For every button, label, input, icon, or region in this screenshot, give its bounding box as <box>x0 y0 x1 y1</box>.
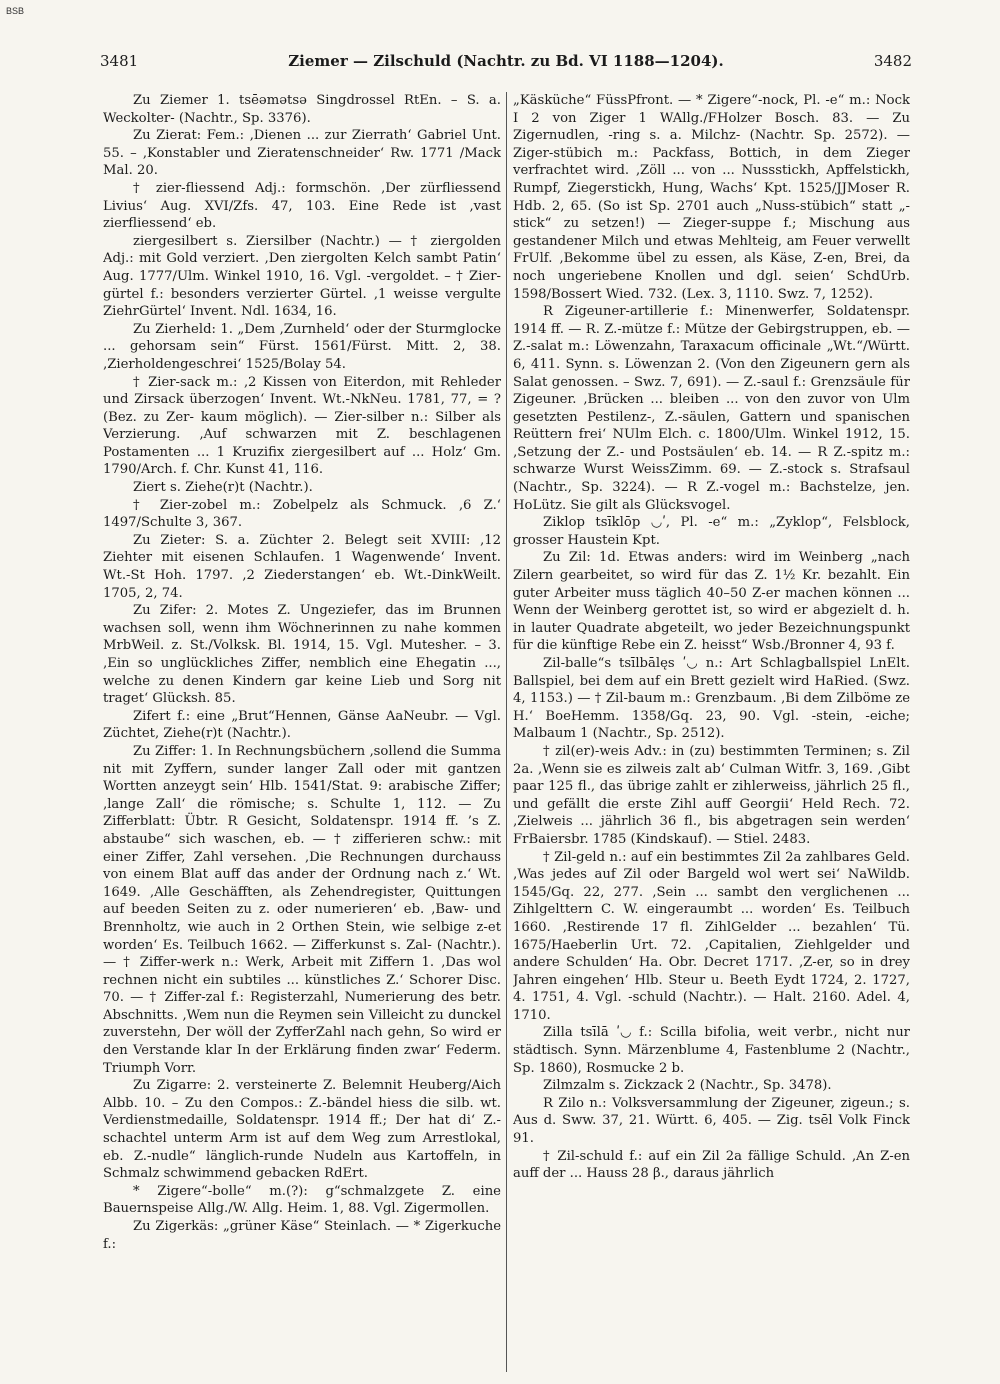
entry: Zu Zierheld: 1. „Dem ‚Zurnheld‘ oder der Sturmglocke ... gehorsam sein“ Fürst. 1561/Fürst. Mitt. 2, 38. ‚Zierholdengeschrei‘ 1525/Bolay 54. <box>103 321 501 372</box>
entry: Zu Zil: 1d. Etwas anders: wird im Weinberg „nach Zilern gearbeitet, so wird für das Z. 1½ Kr. bezahlt. Ein guter Arbeiter muss täglich 40–50 Z-er machen können ... Wenn der Weinberg gerottet ist, so wird er abgezielt d. h. in lauter Quadrate abgeteilt, wo jeder Bezeichnungspunkt für die künftige Rebe ein Z. heisst“ Wsb./Bronner 4, 93 f. <box>513 550 910 654</box>
entry: Zu Ziffer: 1. In Rechnungsbüchern ‚sollend die Summa nit mit Zyffern, sunder langer Zall oder mit gantzen Wortten anzeygt sein‘ Hlb. 1541/Stat. 9: arabische Ziffer; ‚lange Zall‘ die römische; s. Schulte 1, 112. — Zu Zifferblatt: Übtr. R Gesicht, Soldatenspr. 1914 ff. ’s Z. abstaube“ sich waschen, eb. — † zifferieren schw.: mit einer Ziffer, Zahl versehen. ‚Die Rechnungen durchauss von einem Blat auff das ander der Ordnung nach z.‘ Wt. 1649. ‚Alle Geschäfften, als Zehendregister, Quittungen auf beeden Seiten zu z. oder numerieren‘ eb. ‚Baw- und Brennholtz, wie auch in 2 Orthen Stein, wie selbige z-et worden‘ Es. Teilbuch 1662. — Zifferkunst s. Zal- (Nachtr.). — † Ziffer-werk n.: Werk, Arbeit mit Ziffern 1. ‚Das wol rechnen nicht ein subtiles ... künstliches Z.‘ Schorer Disc. 70. — † Ziffer-zal f.: Registerzahl, Numerierung des betr. Abschnitts. ‚Wem nun die Reymen sein Villeicht zu dunckel zuverstehn, Der wöll der ZyfferZahl nach gehn, So wird er den Verstande klar In der Erklärung finden zwar‘ Federm. Triumph Vorr. <box>103 743 501 1076</box>
running-title: Ziemer — Zilschuld (Nachtr. zu Bd. VI 1188—1204). <box>288 52 724 70</box>
entry: * Zigere“-bolle“ m.(?): g“schmalzgete Z. eine Bauernspeise Allg./W. Allg. Heim. 1, 88. Vgl. Zigermollen. <box>103 1183 501 1217</box>
entry: † Zier-zobel m.: Zobelpelz als Schmuck. ‚6 Z.‘ 1497/Schulte 3, 367. <box>103 497 501 531</box>
entry: „Käsküche“ FüssPfront. — * Zigere“-nock, Pl. -e“ m.: Nock I 2 von Ziger 1 WAllg./FHolzer Bosch. 83. — Zu Zigernudlen, -ring s. a. Milchz- (Nachtr. Sp. 2572). — Ziger-stübich m.: Packfass, Bottich, in dem Zieger verfrachtet wird. ‚Zöll ... von ... Nussstickh, Apffelstickh, Rumpf, Ziegerstickh, Hung, Wachs‘ Kpt. 1525/JJMoser R. Hdb. 2, 65. (So ist Sp. 2701 auch „Nuss-stübich“ statt „-stick“ zu setzen!) — Zieger-suppe f.; Mischung aus gestandener Milch und etwas Mehlteig, am Feuer verwellt FrUlf. ‚Bekomme übel zu essen, als Käse, Z-en, Brei, da noch ungeriebene Knollen und dgl. seien‘ SchdUrb. 1598/Bossert Wied. 732. (Lex. 3, 1110. Swz. 7, 1252). <box>513 93 910 302</box>
entry: R Zilo n.: Volksversammlung der Zigeuner, zigeun.; s. Aus d. Sww. 37, 21. Württ. 6, 405. — Zig. tsēl Volk Finck 91. <box>513 1095 910 1147</box>
entry: Ziklop tsīklōp ◡ʹ, Pl. -e“ m.: „Zyklop“, Felsblock, grosser Haustein Kpt. <box>513 515 910 548</box>
column-number-right: 3482 <box>873 52 912 70</box>
entry: Zu Ziemer 1. tsēəmətsə Singdrossel RtEn. – S. a. Weckolter- (Nachtr., Sp. 3376). <box>103 93 501 126</box>
entry: Zu Zifer: 2. Motes Z. Ungeziefer, das im Brunnen wachsen soll, wenn ihm Wöchnerinnen zu nahe kommen MrbWeil. z. St./Volksk. Bl. 1914, 15. Vgl. Mutesher. – 3. ‚Ein so unglückliches Ziffer, nemblich eine Ehegatin ..., welche zu denen Kindern gar keine Lieb und Sorg nit traget‘ Glücksh. 85. <box>103 603 501 707</box>
entry: † Zil-geld n.: auf ein bestimmtes Zil 2a zahlbares Geld. ‚Was jedes auf Zil oder Bargeld wol wert sei‘ NaWildb. 1545/Gq. 22, 277. ‚Sein ... sambt den verglichenen ... Zihlgelttern C. W. eingeraumbt ... worden‘ Es. Teilbuch 1660. ‚Restirende 17 fl. ZihlGelder ... bezahlen‘ Tü. 1675/Haeberlin Urt. 72. ‚Capitalien, Ziehlgelder und andere Schulden‘ Ha. Obr. Decret 1717. ‚Z-er, so in drey Jahren eingehen‘ Hlb. Steur u. Beeth Eydt 1724, 2. 1727, 4. 1751, 4. Vgl. -schuld (Nachtr.). — Halt. 2160. Adel. 4, 1710. <box>513 849 910 1023</box>
entry: Zu Zigarre: 2. versteinerte Z. Belemnit Heuberg/Aich Albb. 10. – Zu den Compos.: Z.-bändel hiess die silb. wt. Verdienstmedaille, Soldatenspr. 1914 ff.; Der hat di‘ Z.-schachtel unterm Arm ist auf dem Weg zum Arrestlokal, eb. Z.-nudle“ länglich-runde Nudeln aus Kartoffeln, in Schmalz schwimmend gebacken RdErt. <box>103 1078 501 1182</box>
entry: Zilla tsīlā ʹ◡ f.: Scilla bifolia, weit verbr., nicht nur städtisch. Synn. Märzenblume 4, Fastenblume 2 (Nachtr., Sp. 1860), Rosmucke 2 b. <box>513 1025 910 1076</box>
entry: † Zil-schuld f.: auf ein Zil 2a fällige Schuld. ‚An Z-en auff der ... Hauss 28 β., daraus jährlich <box>513 1148 910 1182</box>
entry: † zier-fliessend Adj.: formschön. ‚Der zürfliessend Livius‘ Aug. XVI/Zfs. 47, 103. Eine Rede ist ‚vast zierfliessend‘ eb. <box>103 180 501 232</box>
left-column <box>103 92 501 1372</box>
entry: Zu Zieter: S. a. Züchter 2. Belegt seit XVIII: ‚12 Ziehter mit eisenen Schlaufen. 1 Wagenwende‘ Invent. Wt.-St Hoh. 1797. ‚2 Ziederstangen‘ eb. Wt.-DinkWeilt. 1705, 2, 74. <box>103 532 501 601</box>
entry: † zil(er)-weis Adv.: in (zu) bestimmten Terminen; s. Zil 2a. ‚Wenn sie es zilweis zalt ab‘ Culman Witfr. 3, 169. ‚Gibt paar 125 fl., das übrige zahlt er zihlerweiss, jährlich 25 fl., und gefällt die erste Zihl auff Georgii‘ Held Rech. 72. ‚Zielweis ... jährlich 36 fl., bis abgetragen sein werden‘ FrBaiersbr. 1785 (Kindskauf). — Stiel. 2483. <box>513 743 910 847</box>
page-header <box>100 52 912 76</box>
entry: Zifert f.: eine „Brut“Hennen, Gänse AaNeubr. — Vgl. Züchtet, Ziehe(r)t (Nachtr.). <box>103 708 501 742</box>
entry: ziergesilbert s. Ziersilber (Nachtr.) — † ziergolden Adj.: mit Gold verziert. ‚Den ziergolten Kelch sambt Patin‘ Aug. 1777/Ulm. Winkel 1910, 16. Vgl. -vergoldet. – † Zier-gürtel f.: besonders verzierter Gürtel. ‚1 weisse vergulte ZiehrGürtel‘ Invent. Ndl. 1634, 16. <box>103 233 501 320</box>
column-divider <box>506 92 507 1372</box>
right-column <box>513 92 910 1372</box>
entry: Zil-balle“s tsīlbālęs ʹ◡ n.: Art Schlagballspiel LnElt. Ballspiel, bei dem auf ein Brett gezielt wird HaRied. (Swz. 4, 1153.) — † Zil-baum m.: Grenzbaum. ‚Bi dem Zilböme ze H.‘ BoeHemm. 1358/Gq. 23, 90. Vgl. -stein, -eiche; Malbaum 1 (Nachtr., Sp. 2512). <box>513 656 910 742</box>
entry: Zilmzalm s. Zickzack 2 (Nachtr., Sp. 3478). <box>543 1078 832 1094</box>
library-tag: BSB <box>6 6 25 16</box>
entry: R Zigeuner-artillerie f.: Minenwerfer, Soldatenspr. 1914 ff. — R. Z.-mütze f.: Mütze der Gebirgstruppen, eb. — Z.-salat m.: Löwenzahn, Taraxacum officinale „Wt.“/Württ. 6, 411. Synn. s. Löwenzan 2. (Von den Zigeunern gern als Salat genossen. – Swz. 7, 691). — Z.-saul f.: Grenzsäule für Zigeuner. ‚Brücken ... bleiben ... von den zuvor von Ulm gesetzten Pestilenz-, Z.-säulen, Gattern und spanischen Reüttern frei‘ NUlm Elch. c. 1800/Ulm. Winkel 1912, 15. ‚Setzung der Z.- und Postsäulen‘ eb. 14. — R Z.-spitz m.: schwarze Wurst WeissZimm. 69. — Z.-stock s. Strafsaul (Nachtr., Sp. 3224). — R Z.-vogel m.: Bachstelze, jen. HoLütz. Sie gilt als Glücksvogel. <box>513 304 910 513</box>
entry: Ziert s. Ziehe(r)t (Nachtr.). <box>133 480 313 496</box>
column-number-left: 3481 <box>100 52 139 70</box>
entry: Zu Zierat: Fem.: ‚Dienen ... zur Zierrath‘ Gabriel Unt. 55. – ‚Konstabler und Zieratenschneider‘ Rw. 1771 /Mack Mal. 20. <box>103 128 501 179</box>
entry: † Zier-sack m.: ‚2 Kissen von Eiterdon, mit Rehleder und Zirsack überzogen‘ Invent. Wt.-NkNeu. 1781, 77, = ? (Bez. zu Zer- kaum möglich). — Zier-silber n.: Silber als Verzierung. ‚Auf schwarzen mit Z. beschlagenen Postamenten ... 1 Kruzifix ziergesilbert auf ... Holz‘ Gm. 1790/Arch. f. Chr. Kunst 41, 116. <box>103 374 501 478</box>
entry: Zu Zigerkäs: „grüner Käse“ Steinlach. — * Zigerkuche f.: <box>103 1219 501 1252</box>
